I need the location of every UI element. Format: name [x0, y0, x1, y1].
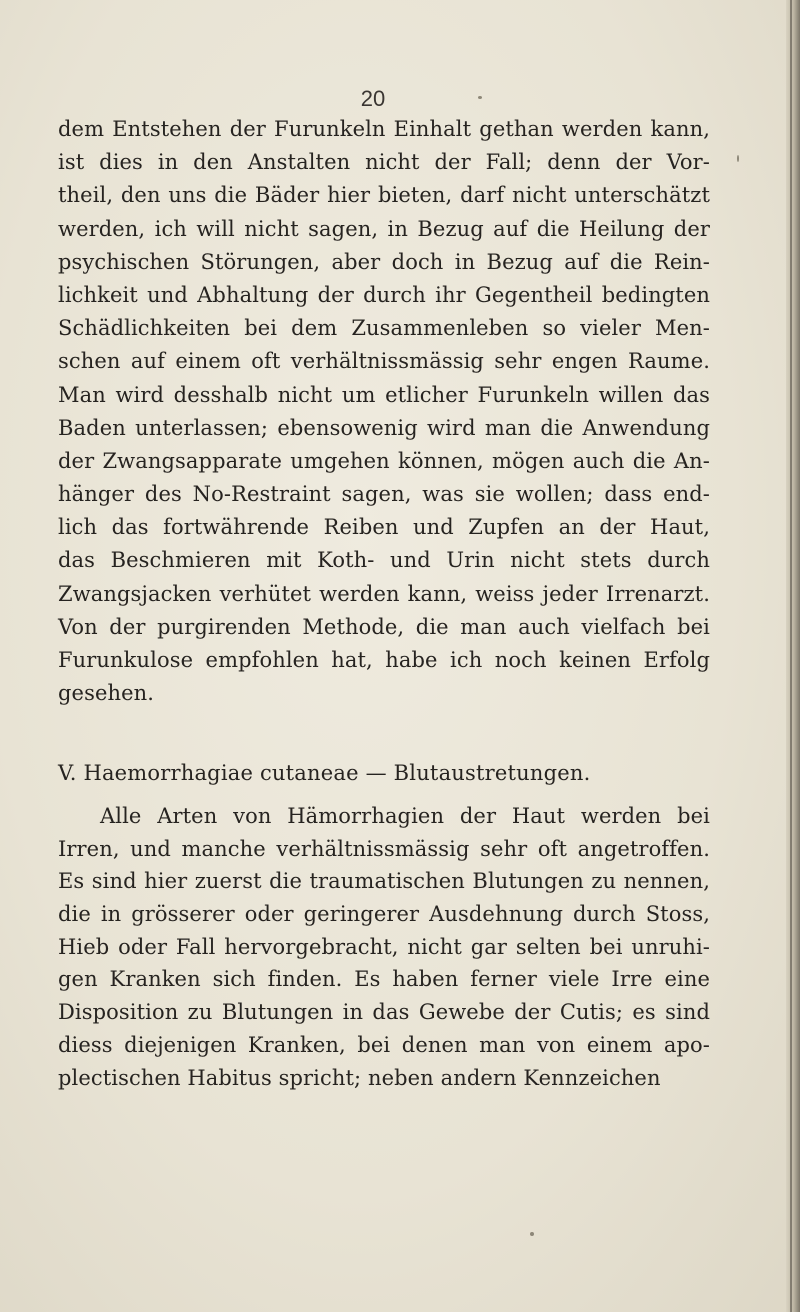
- text-line: Schädlichkeiten bei dem Zusammenleben so vieler Men-: [58, 316, 710, 341]
- text-line: lichkeit und Abhaltung der durch ihr Gegentheil bedingten: [58, 282, 710, 307]
- text-line: Disposition zu Blutungen in das Gewebe der Cutis; es sind: [58, 1000, 710, 1025]
- paper-speck: [530, 1232, 534, 1236]
- text-line: hänger des No-Restraint sagen, was sie wollen; dass end-: [58, 482, 710, 507]
- text-line: das Beschmieren mit Koth- und Urin nicht stets durch: [58, 548, 710, 573]
- text-line: gesehen.: [58, 681, 155, 706]
- page-edge-shadow: [786, 0, 800, 1312]
- text-line: Von der purgirenden Methode, die man auch vielfach bei: [58, 614, 710, 639]
- text-line: Zwangsjacken verhütet werden kann, weiss jeder Irrenarzt.: [58, 581, 710, 606]
- text-line: Es sind hier zuerst die traumatischen Blutungen zu nennen,: [58, 869, 710, 894]
- text-line: Man wird desshalb nicht um etlicher Furunkeln willen das: [58, 382, 710, 407]
- paragraph-2: [58, 800, 710, 1094]
- page-edge-line: [790, 0, 792, 1312]
- text-line: psychischen Störungen, aber doch in Bezug auf die Rein-: [58, 249, 710, 274]
- page-number: 20: [360, 86, 386, 111]
- text-line: der Zwangsapparate umgehen können, mögen auch die An-: [58, 448, 710, 473]
- text-line: Furunkulose empfohlen hat, habe ich noch keinen Erfolg: [58, 648, 710, 672]
- text-line: die in grösserer oder geringerer Ausdehnung durch Stoss,: [58, 902, 710, 927]
- text-line: ist dies in den Anstalten nicht der Fall; denn der Vor-: [58, 150, 710, 175]
- text-line: werden, ich will nicht sagen, in Bezug auf die Heilung der: [58, 216, 710, 241]
- section-heading: V. Haemorrhagiae cutaneae — Blutaustretungen.: [58, 761, 591, 785]
- text-line: schen auf einem oft verhältnissmässig sehr engen Raume.: [58, 349, 710, 374]
- paper-speck: [737, 155, 739, 162]
- text-line: plectischen Habitus spricht; neben andern Kennzeichen: [58, 1065, 661, 1090]
- text-line: Baden unterlassen; ebensowenig wird man die Anwendung: [58, 415, 710, 440]
- text-line: lich das fortwährende Reiben und Zupfen an der Haut,: [58, 515, 710, 540]
- text-line: diess diejenigen Kranken, bei denen man von einem apo-: [58, 1032, 710, 1057]
- paragraph-1: [58, 113, 710, 710]
- text-line: dem Entstehen der Furunkeln Einhalt gethan werden kann,: [58, 117, 710, 141]
- text-line: Hieb oder Fall hervorgebracht, nicht gar selten bei unruhi-: [58, 934, 710, 959]
- text-line: Alle Arten von Hämorrhagien der Haut werden bei: [100, 804, 710, 828]
- text-line: gen Kranken sich finden. Es haben ferner viele Irre eine: [58, 967, 710, 992]
- text-line: Irren, und manche verhältnissmässig sehr oft angetroffen.: [58, 836, 710, 861]
- text-line: theil, den uns die Bäder hier bieten, darf nicht unterschätzt: [58, 183, 710, 208]
- paper-speck: [478, 96, 482, 99]
